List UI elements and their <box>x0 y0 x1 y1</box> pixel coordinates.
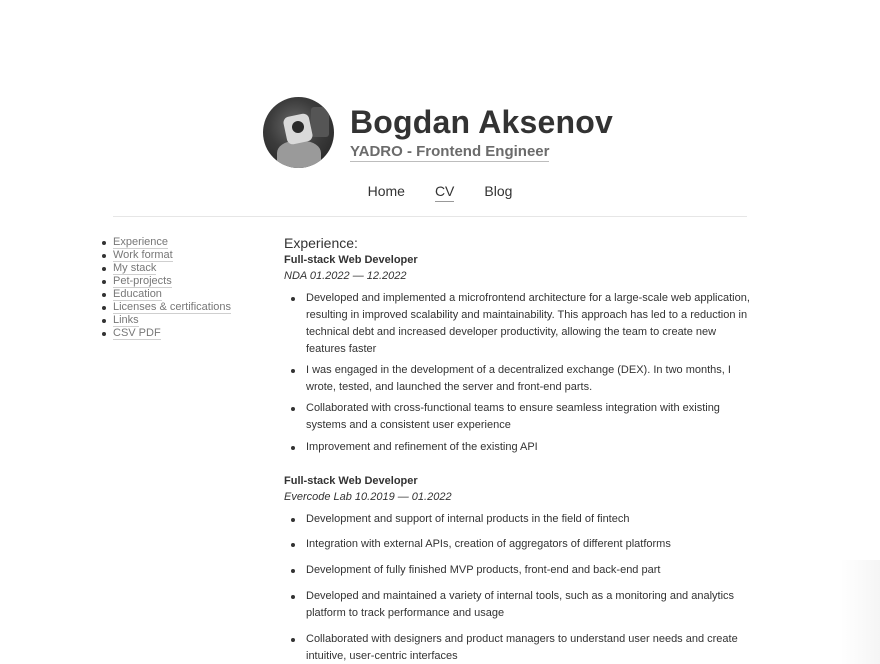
toc-link[interactable]: Education <box>113 288 162 300</box>
job-title: Full-stack Web Developer <box>284 254 418 266</box>
nav-blog[interactable]: Blog <box>484 183 513 199</box>
bullet-dot <box>102 267 106 271</box>
job-company-dates: NDA 01.2022 — 12.2022 <box>284 270 407 282</box>
profile-name: Bogdan Aksenov <box>350 104 613 140</box>
list-item: Development of fully finished MVP products, front-end and back-end part <box>284 562 754 579</box>
bullet-dot <box>102 293 106 297</box>
nav-home[interactable]: Home <box>367 183 405 199</box>
toc-link[interactable]: Pet-projects <box>113 275 172 287</box>
list-item: Developed and implemented a microfrontend architecture for a large-scale web application, resulting in improved scalability and maintainability. This approach has led to a reduction in technical debt and increased developer productivity, allowing the team to create new features faster <box>284 290 754 358</box>
toc-link[interactable]: Links <box>113 314 139 326</box>
profile-role-link[interactable]: YADRO - Frontend Engineer <box>350 143 550 160</box>
toc-link[interactable]: My stack <box>113 262 157 274</box>
job-bullets <box>284 511 754 664</box>
cv-sidebar-toc <box>102 236 231 340</box>
toc-link[interactable]: CSV PDF <box>113 327 161 339</box>
toc-item-links <box>102 314 231 327</box>
toc-item-experience <box>102 236 231 249</box>
list-item: Collaborated with designers and product managers to understand user needs and create intuitive, user-centric interfaces <box>284 631 754 664</box>
bullet-dot <box>102 254 106 258</box>
toc-link[interactable]: Work format <box>113 249 173 261</box>
list-item: Development and support of internal products in the field of fintech <box>284 511 754 528</box>
job-title: Full-stack Web Developer <box>284 474 418 487</box>
bullet-dot <box>102 332 106 336</box>
bullet-dot <box>102 241 106 245</box>
bullet-dot <box>102 306 106 310</box>
list-item: Developed and maintained a variety of internal tools, such as a monitoring and analytics platform to track performance and usage <box>284 588 754 622</box>
toc-link[interactable]: Licenses & certifications <box>113 301 231 313</box>
toc-item-licenses <box>102 301 231 314</box>
toc-item-csv-pdf <box>102 327 231 340</box>
toc-link[interactable]: Experience <box>113 236 169 248</box>
main-nav <box>0 183 880 202</box>
job-entry <box>284 252 754 456</box>
nav-divider <box>113 216 747 217</box>
job-bullets <box>284 290 754 456</box>
list-item: I was engaged in the development of a decentralized exchange (DEX). In two months, I wrote, tested, and launched the server and front-end parts. <box>284 362 754 396</box>
cv-main-content <box>284 235 754 664</box>
list-item: Improvement and refinement of the existing API <box>284 439 754 456</box>
bullet-dot <box>102 280 106 284</box>
job-entry <box>284 473 754 664</box>
section-title-experience: Experience: <box>284 235 358 251</box>
list-item: Integration with external APIs, creation of aggregators of different platforms <box>284 536 754 553</box>
avatar <box>263 97 334 168</box>
bullet-dot <box>102 319 106 323</box>
profile-header <box>263 97 613 168</box>
toc-item-pet-projects <box>102 275 231 288</box>
profile-title-block <box>350 103 613 162</box>
nav-cv[interactable]: CV <box>435 183 454 202</box>
job-company-dates: Evercode Lab 10.2019 — 01.2022 <box>284 490 452 503</box>
window-edge-shadow <box>840 560 880 664</box>
toc-item-work-format <box>102 249 231 262</box>
list-item: Collaborated with cross-functional teams to ensure seamless integration with existing systems and a consistent user experience <box>284 400 754 434</box>
toc-item-education <box>102 288 231 301</box>
toc-item-my-stack <box>102 262 231 275</box>
